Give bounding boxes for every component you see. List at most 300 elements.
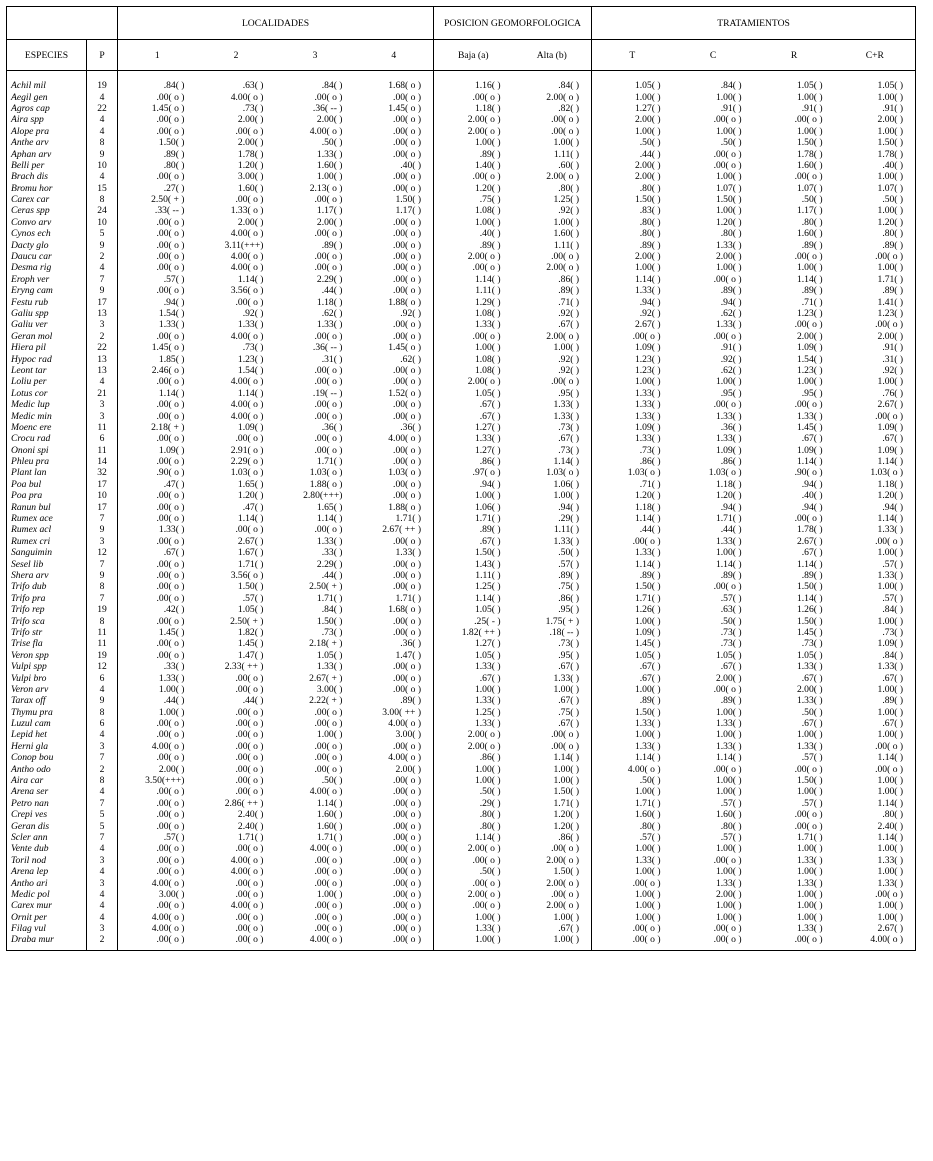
cell-baja: .86( ) bbox=[479, 752, 501, 764]
cell-localidad-4: .00( o ) bbox=[355, 809, 434, 820]
cell-t: .80( ) bbox=[639, 216, 661, 228]
cell-cr: .89( ) bbox=[835, 239, 916, 250]
species-table bbox=[6, 6, 916, 951]
cell-p: 3 bbox=[87, 399, 118, 410]
cell-localidad-3: .50( ) bbox=[321, 775, 343, 787]
table-row bbox=[7, 558, 916, 569]
cell-localidad-3: .89( ) bbox=[321, 239, 343, 251]
cell-especies: Rumex ace bbox=[7, 513, 87, 524]
cell-localidad-2: 2.00( ) bbox=[237, 216, 264, 228]
cell-t: 2.00( ) bbox=[634, 114, 661, 126]
cell-localidad-1: .80( ) bbox=[163, 159, 185, 171]
cell-t: .94( ) bbox=[639, 296, 661, 308]
table-row bbox=[7, 410, 916, 421]
cell-cr: 1.33( ) bbox=[835, 661, 916, 672]
cell-r: 1.33( ) bbox=[796, 695, 823, 707]
cell-especies: Hiera pil bbox=[7, 342, 87, 353]
cell-baja: 1.05( ) bbox=[474, 649, 501, 661]
cell-localidad-3: .00( o ) bbox=[314, 877, 343, 889]
cell-c: 1.33( ) bbox=[715, 433, 742, 445]
cell-cr: .00( o ) bbox=[835, 741, 916, 752]
cell-c: 2.00( ) bbox=[715, 251, 742, 263]
cell-t: .92( ) bbox=[639, 308, 661, 319]
cell-p: 4 bbox=[87, 684, 118, 695]
cell-especies: Conop bou bbox=[7, 752, 87, 763]
cell-cr: 1.07( ) bbox=[835, 183, 916, 194]
cell-localidad-3: .50( ) bbox=[321, 137, 343, 149]
cell-especies: Thymu pra bbox=[7, 706, 87, 717]
cell-r: 1.45( ) bbox=[796, 421, 823, 433]
cell-localidad-1: .42( ) bbox=[163, 604, 185, 616]
cell-t: 1.00( ) bbox=[634, 376, 661, 388]
column-header-localidad-3: 3 bbox=[276, 40, 355, 71]
cell-cr: 1.50( ) bbox=[835, 137, 916, 148]
cell-r: .89( ) bbox=[801, 285, 823, 297]
cell-especies: Convo arv bbox=[7, 217, 87, 228]
cell-cr: 1.00( ) bbox=[835, 615, 916, 626]
cell-t: 1.60( ) bbox=[634, 809, 661, 821]
table-row bbox=[7, 706, 916, 717]
cell-localidad-4: .00( o ) bbox=[355, 490, 434, 501]
cell-c: .00( o ) bbox=[713, 763, 742, 775]
cell-p: 22 bbox=[87, 103, 118, 114]
cell-alta: .73( ) bbox=[513, 638, 592, 649]
table-body bbox=[7, 71, 916, 951]
cell-localidad-2: 1.60( ) bbox=[237, 182, 264, 194]
cell-baja: .89( ) bbox=[479, 239, 501, 251]
cell-localidad-3: .00( o ) bbox=[314, 740, 343, 752]
table-row bbox=[7, 718, 916, 729]
spacer-cell-p bbox=[87, 71, 118, 81]
cell-r: 1.60( ) bbox=[796, 228, 823, 240]
cell-localidad-1: .00( o ) bbox=[156, 900, 185, 912]
cell-baja: 1.40( ) bbox=[474, 159, 501, 171]
cell-p: 11 bbox=[87, 445, 118, 456]
cell-baja: 1.05( ) bbox=[474, 387, 501, 399]
cell-localidad-4: 1.68( o ) bbox=[355, 80, 434, 91]
cell-especies: Draba mur bbox=[7, 934, 87, 950]
cell-r: .67( ) bbox=[801, 547, 823, 559]
cell-r: 1.09( ) bbox=[796, 444, 823, 456]
cell-r: .57( ) bbox=[801, 797, 823, 809]
cell-alta: 1.50( ) bbox=[513, 866, 592, 877]
cell-cr: 1.00( ) bbox=[835, 775, 916, 786]
cell-p: 4 bbox=[87, 91, 118, 102]
cell-r: .90( o ) bbox=[794, 467, 823, 479]
cell-localidad-4: 4.00( o ) bbox=[355, 433, 434, 444]
cell-p: 3 bbox=[87, 741, 118, 752]
cell-p: 10 bbox=[87, 160, 118, 171]
cell-localidad-2: .00( o ) bbox=[235, 775, 264, 787]
cell-t: 1.33( ) bbox=[634, 433, 661, 445]
cell-localidad-1: .00( o ) bbox=[156, 171, 185, 183]
cell-localidad-2: .00( o ) bbox=[235, 194, 264, 206]
table-row bbox=[7, 137, 916, 148]
cell-localidad-1: .00( o ) bbox=[156, 433, 185, 445]
cell-cr: 1.33( ) bbox=[835, 524, 916, 535]
cell-alta: .67( ) bbox=[513, 718, 592, 729]
cell-cr: 1.09( ) bbox=[835, 422, 916, 433]
cell-r: 1.78( ) bbox=[796, 524, 823, 536]
cell-localidad-2: 2.40( ) bbox=[237, 809, 264, 821]
cell-t: 1.33( ) bbox=[634, 854, 661, 866]
cell-alta: .00( o ) bbox=[513, 114, 592, 125]
cell-p: 19 bbox=[87, 604, 118, 615]
cell-r: .94( ) bbox=[801, 501, 823, 513]
cell-localidad-3: 2.00( ) bbox=[316, 114, 343, 126]
cell-localidad-2: .00( o ) bbox=[235, 740, 264, 752]
cell-localidad-1: .00( o ) bbox=[156, 797, 185, 809]
cell-baja: 1.27( ) bbox=[474, 444, 501, 456]
cell-p: 4 bbox=[87, 866, 118, 877]
cell-cr: 1.00( ) bbox=[835, 843, 916, 854]
cell-p: 19 bbox=[87, 650, 118, 661]
cell-baja: 1.14( ) bbox=[474, 831, 501, 843]
cell-r: .00( o ) bbox=[794, 114, 823, 126]
cell-cr: .91( ) bbox=[835, 103, 916, 114]
cell-cr: 1.09( ) bbox=[835, 445, 916, 456]
cell-localidad-2: .00( o ) bbox=[235, 763, 264, 775]
cell-especies: Trifo rep bbox=[7, 604, 87, 615]
cell-especies: Galiu spp bbox=[7, 308, 87, 319]
cell-localidad-3: 1.71( ) bbox=[316, 456, 343, 468]
cell-cr: .67( ) bbox=[835, 718, 916, 729]
cell-r: .00( o ) bbox=[754, 934, 835, 950]
cell-p: 19 bbox=[87, 80, 118, 91]
cell-localidad-3: .00( o ) bbox=[314, 524, 343, 536]
cell-especies: Crocu rad bbox=[7, 433, 87, 444]
cell-especies: Shera arv bbox=[7, 570, 87, 581]
table-row bbox=[7, 422, 916, 433]
cell-r: .00( o ) bbox=[794, 820, 823, 832]
cell-especies: Daucu car bbox=[7, 251, 87, 262]
cell-c: 1.00( ) bbox=[715, 900, 742, 912]
cell-baja: 2.00( o ) bbox=[467, 740, 501, 752]
cell-t: 1.18( ) bbox=[634, 501, 661, 513]
cell-localidad-4: .00( o ) bbox=[355, 672, 434, 683]
cell-localidad-2: .00( o ) bbox=[235, 296, 264, 308]
cell-r: 1.33( ) bbox=[796, 923, 823, 935]
cell-localidad-2: .47( ) bbox=[242, 501, 264, 513]
cell-localidad-4: .00( o ) bbox=[355, 912, 434, 923]
cell-localidad-1: .84( ) bbox=[163, 80, 185, 92]
cell-alta: 2.00( o ) bbox=[513, 331, 592, 342]
cell-p: 11 bbox=[87, 638, 118, 649]
cell-baja: .25( - ) bbox=[474, 615, 501, 627]
cell-c: 1.60( ) bbox=[715, 809, 742, 821]
table-row bbox=[7, 285, 916, 296]
cell-r: .00( o ) bbox=[794, 171, 823, 183]
cell-localidad-1: 4.00( o ) bbox=[151, 923, 185, 935]
cell-baja: .80( ) bbox=[479, 820, 501, 832]
cell-p: 8 bbox=[87, 706, 118, 717]
cell-localidad-1: .00( o ) bbox=[156, 399, 185, 411]
table-row bbox=[7, 376, 916, 387]
cell-alta: 1.33( ) bbox=[513, 672, 592, 683]
cell-localidad-1: .00( o ) bbox=[156, 125, 185, 137]
cell-localidad-2: 1.50( ) bbox=[237, 581, 264, 593]
cell-especies: Petro nan bbox=[7, 798, 87, 809]
cell-c: 1.00( ) bbox=[715, 205, 742, 217]
cell-localidad-3: .00( o ) bbox=[314, 763, 343, 775]
cell-localidad-4: 4.00( o ) bbox=[355, 752, 434, 763]
spacer-cell bbox=[434, 71, 513, 81]
cell-t: 1.00( ) bbox=[634, 843, 661, 855]
cell-p: 8 bbox=[87, 775, 118, 786]
cell-localidad-4: .00( o ) bbox=[355, 114, 434, 125]
cell-localidad-2: 2.33( ++ ) bbox=[224, 661, 264, 673]
cell-alta: .73( ) bbox=[513, 445, 592, 456]
cell-p: 10 bbox=[87, 217, 118, 228]
cell-localidad-1: .00( o ) bbox=[118, 934, 197, 950]
cell-localidad-4: 1.88( o ) bbox=[355, 296, 434, 307]
cell-t: 2.00( ) bbox=[634, 171, 661, 183]
cell-cr: .91( ) bbox=[835, 342, 916, 353]
cell-localidad-3: .00( o ) bbox=[314, 262, 343, 274]
cell-t: 1.23( ) bbox=[634, 364, 661, 376]
cell-especies: Medic pol bbox=[7, 889, 87, 900]
cell-localidad-1: .00( o ) bbox=[156, 513, 185, 525]
cell-c: .89( ) bbox=[720, 695, 742, 707]
cell-alta: .75( ) bbox=[513, 581, 592, 592]
cell-localidad-1: 3.50(+++) bbox=[145, 775, 185, 787]
cell-localidad-2: .73( ) bbox=[242, 342, 264, 354]
column-header-localidad-1: 1 bbox=[118, 40, 197, 71]
cell-p: 4 bbox=[87, 376, 118, 387]
cell-localidad-3: 1.71( ) bbox=[316, 831, 343, 843]
cell-localidad-3: 1.18( ) bbox=[316, 296, 343, 308]
cell-alta: .67( ) bbox=[513, 923, 592, 934]
cell-cr: 1.33( ) bbox=[835, 855, 916, 866]
cell-r: 1.50( ) bbox=[796, 615, 823, 627]
cell-localidad-2: 1.54( ) bbox=[237, 364, 264, 376]
cell-p: 4 bbox=[87, 912, 118, 923]
cell-p: 3 bbox=[87, 536, 118, 547]
cell-t: 1.00( ) bbox=[634, 729, 661, 741]
cell-p: 7 bbox=[87, 752, 118, 763]
cell-baja: 2.00( o ) bbox=[467, 843, 501, 855]
spacer-cell bbox=[673, 71, 754, 81]
cell-alta: 1.00( ) bbox=[513, 137, 592, 148]
cell-especies: Agros cap bbox=[7, 103, 87, 114]
cell-baja: .89( ) bbox=[479, 148, 501, 160]
table-row bbox=[7, 433, 916, 444]
cell-baja: 1.05( ) bbox=[474, 604, 501, 616]
column-header-localidad-4: 4 bbox=[355, 40, 434, 71]
cell-cr: .67( ) bbox=[835, 672, 916, 683]
column-header-cr: C+R bbox=[835, 40, 916, 71]
cell-localidad-4: .89( ) bbox=[355, 695, 434, 706]
cell-localidad-4: .00( o ) bbox=[355, 399, 434, 410]
cell-baja: 1.33( ) bbox=[474, 695, 501, 707]
cell-localidad-3: .00( o ) bbox=[314, 251, 343, 263]
table-row bbox=[7, 91, 916, 102]
cell-baja: 1.14( ) bbox=[474, 592, 501, 604]
cell-t: 1.00( ) bbox=[634, 683, 661, 695]
cell-especies: Aira car bbox=[7, 775, 87, 786]
table-row bbox=[7, 501, 916, 512]
table-row bbox=[7, 832, 916, 843]
cell-localidad-4: 3.00( ) bbox=[355, 729, 434, 740]
spacer-cell bbox=[513, 71, 592, 81]
spacer-cell bbox=[118, 71, 197, 81]
cell-c: 1.00( ) bbox=[715, 775, 742, 787]
cell-baja: .00( o ) bbox=[472, 854, 501, 866]
cell-alta: 1.00( ) bbox=[513, 912, 592, 923]
cell-p: 8 bbox=[87, 615, 118, 626]
cell-r: 1.14( ) bbox=[796, 273, 823, 285]
cell-localidad-2: 4.00( o ) bbox=[230, 376, 264, 388]
cell-c: 1.00( ) bbox=[715, 843, 742, 855]
cell-t: 1.14( ) bbox=[634, 513, 661, 525]
column-header-c: C bbox=[673, 40, 754, 71]
cell-r: .71( ) bbox=[801, 296, 823, 308]
cell-r: 1.78( ) bbox=[796, 148, 823, 160]
cell-localidad-4: .00( o ) bbox=[355, 331, 434, 342]
cell-c: 1.33( ) bbox=[715, 740, 742, 752]
cell-localidad-1: .00( o ) bbox=[156, 649, 185, 661]
cell-c: .89( ) bbox=[720, 569, 742, 581]
cell-alta: .00( o ) bbox=[513, 376, 592, 387]
cell-localidad-4: 1.47( ) bbox=[355, 650, 434, 661]
cell-r: 1.33( ) bbox=[796, 854, 823, 866]
cell-alta: .95( ) bbox=[513, 388, 592, 399]
cell-baja: .67( ) bbox=[479, 410, 501, 422]
cell-localidad-1: .00( o ) bbox=[156, 615, 185, 627]
cell-p: 4 bbox=[87, 889, 118, 900]
cell-baja: 1.08( ) bbox=[474, 353, 501, 365]
cell-p: 3 bbox=[87, 877, 118, 888]
cell-localidad-4: 1.52( o ) bbox=[355, 388, 434, 399]
table-row bbox=[7, 388, 916, 399]
cell-localidad-3: .00( o ) bbox=[314, 900, 343, 912]
cell-localidad-1: .27( ) bbox=[163, 182, 185, 194]
table-row bbox=[7, 513, 916, 524]
cell-c: .57( ) bbox=[720, 592, 742, 604]
cell-localidad-3: 1.17( ) bbox=[316, 205, 343, 217]
cell-especies: Alope pra bbox=[7, 126, 87, 137]
cell-cr: 2.67( ) bbox=[835, 399, 916, 410]
cell-cr: 1.14( ) bbox=[835, 798, 916, 809]
cell-localidad-4: .00( o ) bbox=[355, 581, 434, 592]
cell-especies: Anthe arv bbox=[7, 137, 87, 148]
cell-especies: Moenc ere bbox=[7, 422, 87, 433]
cell-localidad-1: .00( o ) bbox=[156, 581, 185, 593]
cell-cr: 1.71( ) bbox=[835, 274, 916, 285]
cell-localidad-4: .00( o ) bbox=[355, 798, 434, 809]
cell-t: .44( ) bbox=[639, 148, 661, 160]
table-row bbox=[7, 786, 916, 797]
cell-cr: 1.14( ) bbox=[835, 513, 916, 524]
cell-localidad-4: 1.17( ) bbox=[355, 205, 434, 216]
cell-r: .00( o ) bbox=[794, 399, 823, 411]
cell-localidad-1: 1.09( ) bbox=[158, 444, 185, 456]
cell-especies: Geran dis bbox=[7, 820, 87, 831]
cell-t: 4.00( o ) bbox=[627, 763, 661, 775]
cell-alta: 1.20( ) bbox=[513, 820, 592, 831]
cell-localidad-1: .00( o ) bbox=[156, 410, 185, 422]
table-row bbox=[7, 843, 916, 854]
cell-localidad-1: 2.50( + ) bbox=[151, 194, 185, 206]
cell-baja: 2.00( o ) bbox=[467, 376, 501, 388]
cell-localidad-3: .00( o ) bbox=[314, 752, 343, 764]
cell-localidad-2: 1.23( ) bbox=[237, 353, 264, 365]
cell-cr: .67( ) bbox=[835, 433, 916, 444]
cell-localidad-2: .00( o ) bbox=[235, 923, 264, 935]
cell-t: 1.09( ) bbox=[634, 626, 661, 638]
cell-especies: Desma rig bbox=[7, 262, 87, 273]
cell-alta: 1.14( ) bbox=[513, 752, 592, 763]
cell-c: .63( ) bbox=[720, 604, 742, 616]
cell-p: 2 bbox=[87, 331, 118, 342]
cell-c: .00( o ) bbox=[713, 683, 742, 695]
cell-localidad-1: 1.00( ) bbox=[158, 683, 185, 695]
table-row bbox=[7, 570, 916, 581]
cell-c: .73( ) bbox=[720, 638, 742, 650]
cell-r: 1.33( ) bbox=[796, 740, 823, 752]
cell-c: .86( ) bbox=[720, 456, 742, 468]
cell-localidad-4: .40( ) bbox=[355, 160, 434, 171]
cell-alta: .82( ) bbox=[513, 103, 592, 114]
cell-localidad-2: .00( o ) bbox=[235, 524, 264, 536]
cell-localidad-4: .92( ) bbox=[355, 308, 434, 319]
cell-r: 2.67( ) bbox=[796, 535, 823, 547]
cell-c: 1.14( ) bbox=[715, 558, 742, 570]
cell-r: 1.09( ) bbox=[796, 342, 823, 354]
cell-p: 14 bbox=[87, 456, 118, 467]
cell-c: .91( ) bbox=[720, 342, 742, 354]
cell-localidad-4: .00( o ) bbox=[355, 786, 434, 797]
cell-t: 1.50( ) bbox=[634, 581, 661, 593]
cell-localidad-1: 4.00( o ) bbox=[151, 740, 185, 752]
cell-t: .73( ) bbox=[639, 444, 661, 456]
cell-c: 1.20( ) bbox=[715, 216, 742, 228]
species-table-sheet bbox=[6, 6, 916, 951]
cell-localidad-4: .00( o ) bbox=[355, 171, 434, 182]
cell-cr: 1.00( ) bbox=[835, 900, 916, 911]
cell-c: .80( ) bbox=[720, 228, 742, 240]
cell-p: 8 bbox=[87, 137, 118, 148]
cell-c: 1.09( ) bbox=[715, 444, 742, 456]
cell-localidad-1: 1.33( ) bbox=[158, 319, 185, 331]
cell-p: 10 bbox=[87, 490, 118, 501]
cell-baja: .00( o ) bbox=[472, 91, 501, 103]
cell-p: 7 bbox=[87, 558, 118, 569]
cell-c: .50( ) bbox=[720, 137, 742, 149]
cell-localidad-2: 1.14( ) bbox=[237, 273, 264, 285]
cell-localidad-1: .00( o ) bbox=[156, 251, 185, 263]
cell-localidad-1: .00( o ) bbox=[156, 569, 185, 581]
cell-c: .94( ) bbox=[720, 501, 742, 513]
cell-localidad-2: 4.00( o ) bbox=[230, 91, 264, 103]
cell-t: 1.23( ) bbox=[634, 353, 661, 365]
cell-r: 1.00( ) bbox=[796, 843, 823, 855]
group-header-localidades: LOCALIDADES bbox=[118, 7, 434, 40]
cell-localidad-2: 1.33( ) bbox=[237, 319, 264, 331]
cell-c: .57( ) bbox=[720, 797, 742, 809]
cell-localidad-2: 4.00( o ) bbox=[230, 900, 264, 912]
cell-localidad-3: 1.88( o ) bbox=[309, 478, 343, 490]
spacer-cell bbox=[754, 71, 835, 81]
cell-especies: Poa pra bbox=[7, 490, 87, 501]
cell-alta: 1.11( ) bbox=[513, 524, 592, 535]
cell-localidad-2: 2.00( ) bbox=[237, 114, 264, 126]
cell-alta: 2.00( o ) bbox=[513, 900, 592, 911]
cell-especies: Rumex acl bbox=[7, 524, 87, 535]
cell-p: 17 bbox=[87, 296, 118, 307]
cell-t: .89( ) bbox=[639, 239, 661, 251]
cell-localidad-2: 4.00( o ) bbox=[230, 262, 264, 274]
